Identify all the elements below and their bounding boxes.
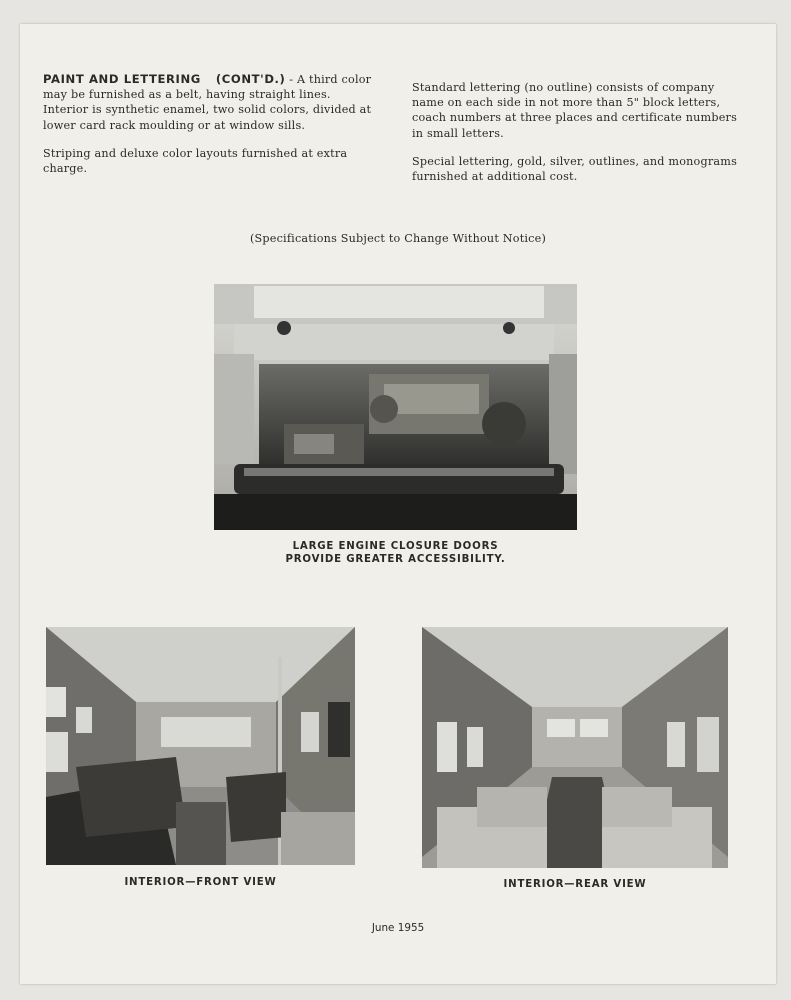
engine-caption-line-2: PROVIDE GREATER ACCESSIBILITY. xyxy=(285,554,506,565)
section-heading: PAINT AND LETTERING xyxy=(43,72,201,86)
interior-rear-photo xyxy=(422,627,728,868)
striping-paragraph: Striping and deluxe color layouts furnished at extra charge. xyxy=(43,146,348,176)
interior-rear-caption: INTERIOR—REAR VIEW xyxy=(503,879,647,890)
engine-photo-caption xyxy=(214,540,577,566)
section-heading-suffix: (CONT'D.) xyxy=(215,72,286,86)
specifications-note: (Specifications Subject to Change Without Notice) xyxy=(249,232,547,245)
paint-lettering-paragraph-1 xyxy=(43,72,375,133)
engine-compartment-photo xyxy=(214,284,577,530)
interior-front-photo xyxy=(46,627,355,865)
engine-caption-line-1: LARGE ENGINE CLOSURE DOORS xyxy=(292,541,499,552)
standard-lettering-paragraph: Standard lettering (no outline) consists of company name on each side in not more than 5" block letters, coach numbers at three places and certificate numbers in small letters. xyxy=(412,81,738,140)
interior-front-caption: INTERIOR—FRONT VIEW xyxy=(124,877,277,888)
paint-lettering-left-column xyxy=(43,72,375,189)
paint-lettering-text: - A third color may be furnished as a belt, having straight lines. Interior is synthetic enamel, two solid colors, divided at lower card rack moulding or at window sills. xyxy=(43,73,372,132)
publication-date: June 1955 xyxy=(371,922,425,934)
brochure-page xyxy=(20,24,776,984)
lettering-right-column xyxy=(412,80,742,197)
special-lettering-paragraph: Special lettering, gold, silver, outlines, and monograms furnished at additional cost. xyxy=(412,154,738,184)
